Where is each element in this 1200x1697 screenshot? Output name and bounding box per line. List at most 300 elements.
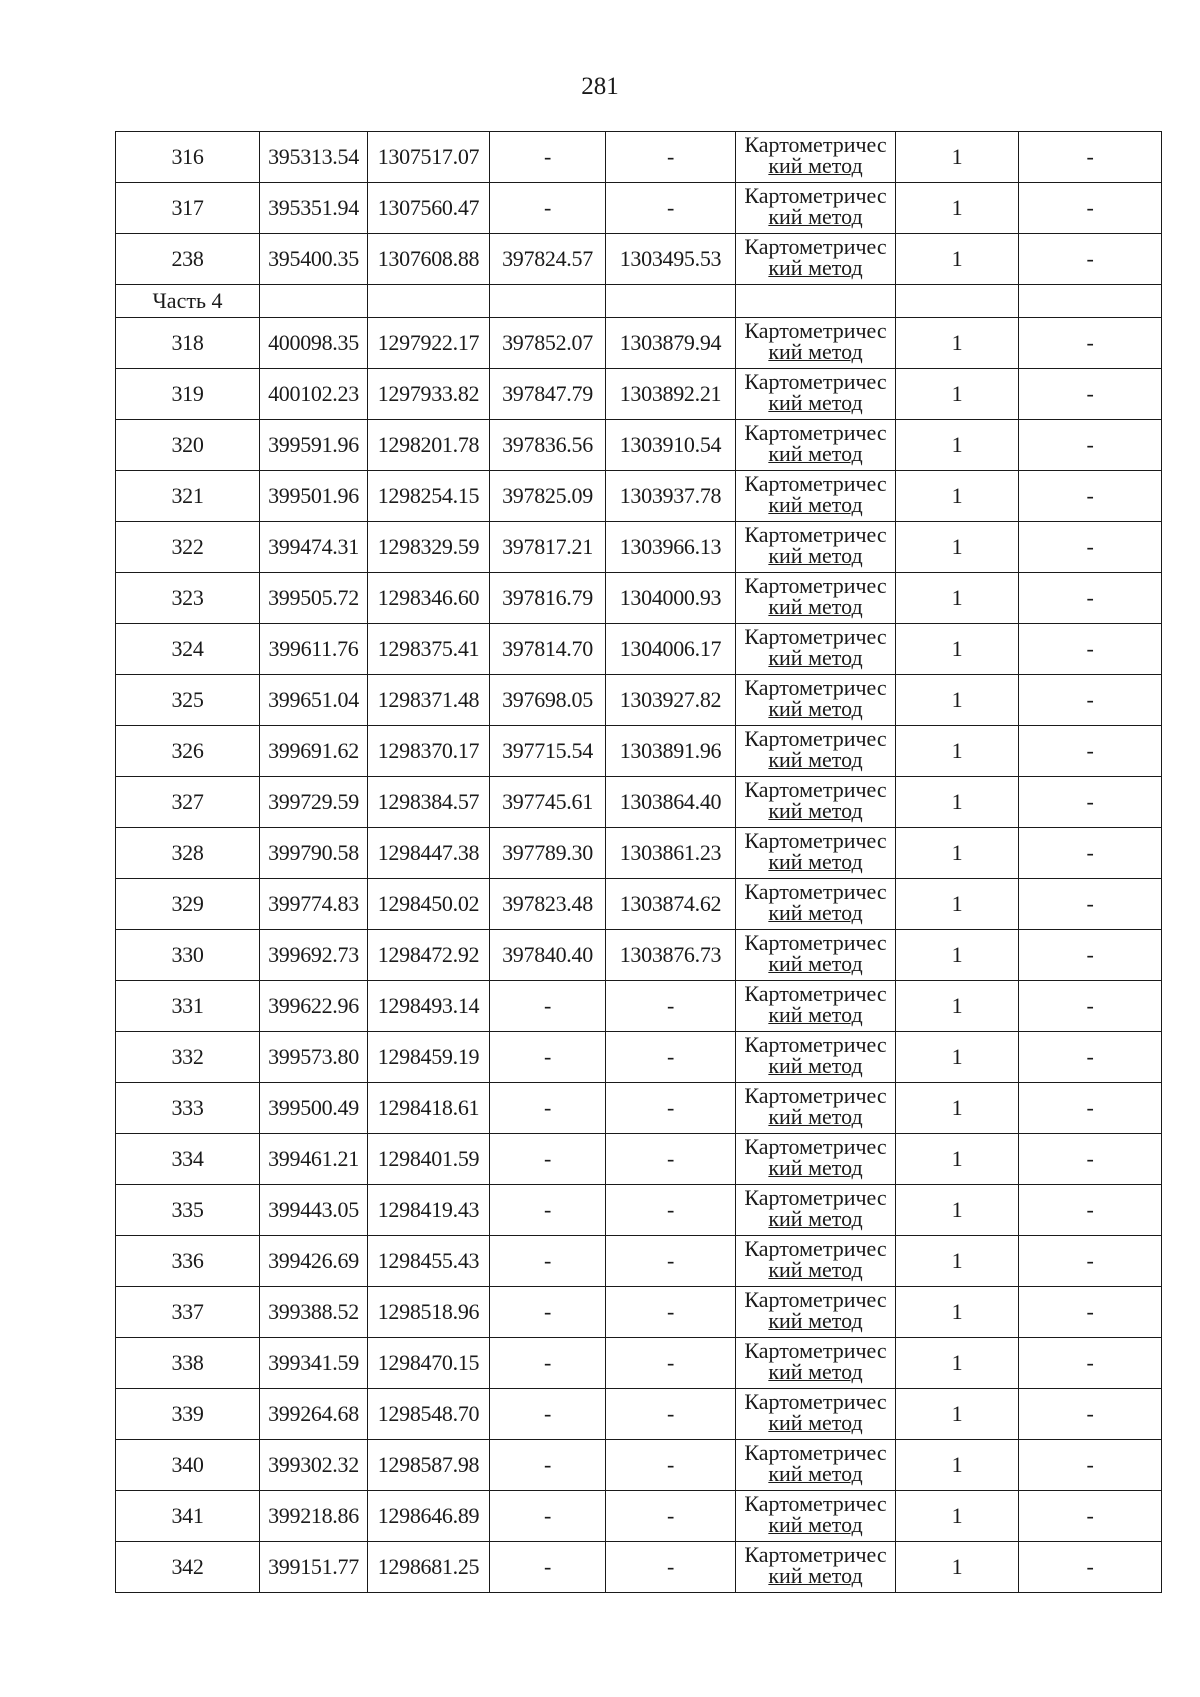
cell-y2: 1303861.23 bbox=[606, 828, 736, 879]
coordinates-table bbox=[115, 131, 1162, 1593]
method-text-line1: Картометричес bbox=[744, 1340, 887, 1363]
cell-accuracy: 1 bbox=[896, 1134, 1019, 1185]
method-text-line1: Картометричес bbox=[744, 881, 887, 904]
table-row bbox=[116, 183, 1162, 234]
cell-note: - bbox=[1019, 1491, 1162, 1542]
cell-point-id: 340 bbox=[116, 1440, 260, 1491]
method-text-line1: Картометричес bbox=[744, 1034, 887, 1057]
method-text-line2: кий метод bbox=[768, 1512, 863, 1537]
cell-note: - bbox=[1019, 522, 1162, 573]
cell-x1: 400102.23 bbox=[260, 369, 368, 420]
cell-point-id: 327 bbox=[116, 777, 260, 828]
cell-point-id: 334 bbox=[116, 1134, 260, 1185]
cell-accuracy: 1 bbox=[896, 1287, 1019, 1338]
cell-y1: 1297922.17 bbox=[368, 318, 490, 369]
cell-method bbox=[736, 981, 896, 1032]
method-text-line1: Картометричес bbox=[744, 1391, 887, 1414]
cell-x2: 397814.70 bbox=[490, 624, 606, 675]
cell-y2: 1304006.17 bbox=[606, 624, 736, 675]
cell-note: - bbox=[1019, 1542, 1162, 1593]
method-text-line1: Картометричес bbox=[744, 983, 887, 1006]
cell-x2: 397816.79 bbox=[490, 573, 606, 624]
method-text-line1: Картометричес bbox=[744, 728, 887, 751]
method-text-line2: кий метод bbox=[768, 1410, 863, 1435]
cell-method bbox=[736, 132, 896, 183]
table-row bbox=[116, 1185, 1162, 1236]
method-text-line2: кий метод bbox=[768, 696, 863, 721]
cell-note: - bbox=[1019, 1236, 1162, 1287]
method-text-line1: Картометричес bbox=[744, 1136, 887, 1159]
table-row bbox=[116, 1338, 1162, 1389]
method-text-line2: кий метод bbox=[768, 204, 863, 229]
table-row bbox=[116, 471, 1162, 522]
method-text-line2: кий метод bbox=[768, 747, 863, 772]
cell-x2: - bbox=[490, 1389, 606, 1440]
section-row bbox=[116, 285, 1162, 318]
cell-y2: - bbox=[606, 183, 736, 234]
cell-x1: 399692.73 bbox=[260, 930, 368, 981]
cell-method bbox=[736, 1083, 896, 1134]
cell-method bbox=[736, 1491, 896, 1542]
cell-accuracy: 1 bbox=[896, 420, 1019, 471]
cell-method bbox=[736, 1440, 896, 1491]
method-text-line2: кий метод bbox=[768, 849, 863, 874]
cell-accuracy: 1 bbox=[896, 522, 1019, 573]
cell-y1: 1307560.47 bbox=[368, 183, 490, 234]
cell-note: - bbox=[1019, 1440, 1162, 1491]
cell-note: - bbox=[1019, 318, 1162, 369]
table-row bbox=[116, 1389, 1162, 1440]
cell-x2: 397847.79 bbox=[490, 369, 606, 420]
cell-point-id: 333 bbox=[116, 1083, 260, 1134]
cell-point-id: 341 bbox=[116, 1491, 260, 1542]
cell-y1: 1298470.15 bbox=[368, 1338, 490, 1389]
cell-accuracy: 1 bbox=[896, 573, 1019, 624]
cell-note: - bbox=[1019, 828, 1162, 879]
cell-x2: - bbox=[490, 1338, 606, 1389]
cell-accuracy: 1 bbox=[896, 777, 1019, 828]
cell-accuracy: 1 bbox=[896, 1389, 1019, 1440]
cell-point-id: 339 bbox=[116, 1389, 260, 1440]
method-text-line1: Картометричес bbox=[744, 422, 887, 445]
cell-note: - bbox=[1019, 369, 1162, 420]
cell-x1: 399302.32 bbox=[260, 1440, 368, 1491]
cell-y2: 1303495.53 bbox=[606, 234, 736, 285]
method-text-line1: Картометричес bbox=[744, 1289, 887, 1312]
cell-y1: 1307608.88 bbox=[368, 234, 490, 285]
cell-accuracy: 1 bbox=[896, 1491, 1019, 1542]
method-text-line1: Картометричес bbox=[744, 1187, 887, 1210]
method-text-line1: Картометричес bbox=[744, 1442, 887, 1465]
cell-method bbox=[736, 318, 896, 369]
cell-y2: - bbox=[606, 1389, 736, 1440]
section-label: Часть 4 bbox=[116, 285, 260, 318]
cell-method bbox=[736, 369, 896, 420]
cell-x1: 399622.96 bbox=[260, 981, 368, 1032]
cell-y2: - bbox=[606, 1287, 736, 1338]
cell-point-id: 321 bbox=[116, 471, 260, 522]
cell-accuracy: 1 bbox=[896, 234, 1019, 285]
cell-y1: 1298450.02 bbox=[368, 879, 490, 930]
cell-y1: 1298587.98 bbox=[368, 1440, 490, 1491]
cell-note: - bbox=[1019, 624, 1162, 675]
cell-note: - bbox=[1019, 930, 1162, 981]
cell-x1: 395400.35 bbox=[260, 234, 368, 285]
table-row bbox=[116, 318, 1162, 369]
method-text-line2: кий метод bbox=[768, 1002, 863, 1027]
cell-accuracy: 1 bbox=[896, 1236, 1019, 1287]
method-text-line2: кий метод bbox=[768, 543, 863, 568]
cell-method bbox=[736, 879, 896, 930]
table-row bbox=[116, 675, 1162, 726]
cell-x1: 399341.59 bbox=[260, 1338, 368, 1389]
cell-method bbox=[736, 573, 896, 624]
cell-x1: 399443.05 bbox=[260, 1185, 368, 1236]
cell-y2: - bbox=[606, 1083, 736, 1134]
cell-y1: 1298346.60 bbox=[368, 573, 490, 624]
cell-method bbox=[736, 828, 896, 879]
cell-method bbox=[736, 234, 896, 285]
table-row bbox=[116, 828, 1162, 879]
cell-note: - bbox=[1019, 234, 1162, 285]
cell-method bbox=[736, 1338, 896, 1389]
cell-x2: - bbox=[490, 1083, 606, 1134]
cell-note: - bbox=[1019, 777, 1162, 828]
table-row bbox=[116, 879, 1162, 930]
cell-x2: - bbox=[490, 1236, 606, 1287]
cell-x2: 397824.57 bbox=[490, 234, 606, 285]
cell-y1: 1307517.07 bbox=[368, 132, 490, 183]
cell-x2: - bbox=[490, 1134, 606, 1185]
method-text-line2: кий метод bbox=[768, 594, 863, 619]
table-row bbox=[116, 777, 1162, 828]
cell-method bbox=[736, 1134, 896, 1185]
method-text-line1: Картометричес bbox=[744, 134, 887, 157]
cell-method bbox=[736, 471, 896, 522]
cell-x1: 399474.31 bbox=[260, 522, 368, 573]
cell-y2: 1303966.13 bbox=[606, 522, 736, 573]
cell-y2: 1303927.82 bbox=[606, 675, 736, 726]
cell-y2: - bbox=[606, 981, 736, 1032]
cell-x2: 397825.09 bbox=[490, 471, 606, 522]
cell-point-id: 316 bbox=[116, 132, 260, 183]
cell-point-id: 328 bbox=[116, 828, 260, 879]
table-row bbox=[116, 1083, 1162, 1134]
empty-cell bbox=[736, 285, 896, 318]
cell-x2: - bbox=[490, 1032, 606, 1083]
method-text-line1: Картометричес bbox=[744, 1493, 887, 1516]
method-text-line2: кий метод bbox=[768, 153, 863, 178]
cell-point-id: 337 bbox=[116, 1287, 260, 1338]
empty-cell bbox=[896, 285, 1019, 318]
cell-y1: 1298418.61 bbox=[368, 1083, 490, 1134]
cell-note: - bbox=[1019, 132, 1162, 183]
cell-y2: - bbox=[606, 132, 736, 183]
cell-method bbox=[736, 777, 896, 828]
cell-point-id: 323 bbox=[116, 573, 260, 624]
cell-accuracy: 1 bbox=[896, 930, 1019, 981]
cell-method bbox=[736, 522, 896, 573]
method-text-line1: Картометричес bbox=[744, 779, 887, 802]
cell-point-id: 331 bbox=[116, 981, 260, 1032]
cell-note: - bbox=[1019, 1287, 1162, 1338]
cell-x2: 397715.54 bbox=[490, 726, 606, 777]
cell-x1: 399500.49 bbox=[260, 1083, 368, 1134]
cell-y1: 1298447.38 bbox=[368, 828, 490, 879]
table-row bbox=[116, 573, 1162, 624]
cell-method bbox=[736, 1287, 896, 1338]
cell-y2: - bbox=[606, 1185, 736, 1236]
cell-y2: - bbox=[606, 1542, 736, 1593]
cell-y2: - bbox=[606, 1032, 736, 1083]
cell-accuracy: 1 bbox=[896, 1338, 1019, 1389]
cell-point-id: 238 bbox=[116, 234, 260, 285]
method-text-line1: Картометричес bbox=[744, 626, 887, 649]
cell-method bbox=[736, 420, 896, 471]
empty-cell bbox=[606, 285, 736, 318]
cell-x2: - bbox=[490, 1185, 606, 1236]
cell-y2: - bbox=[606, 1134, 736, 1185]
method-text-line1: Картометричес bbox=[744, 575, 887, 598]
cell-note: - bbox=[1019, 981, 1162, 1032]
cell-x2: - bbox=[490, 1491, 606, 1542]
cell-y1: 1297933.82 bbox=[368, 369, 490, 420]
method-text-line2: кий метод bbox=[768, 1206, 863, 1231]
cell-y2: 1303876.73 bbox=[606, 930, 736, 981]
cell-y2: 1304000.93 bbox=[606, 573, 736, 624]
cell-point-id: 332 bbox=[116, 1032, 260, 1083]
cell-accuracy: 1 bbox=[896, 879, 1019, 930]
cell-x1: 399461.21 bbox=[260, 1134, 368, 1185]
empty-cell bbox=[1019, 285, 1162, 318]
cell-x2: - bbox=[490, 183, 606, 234]
method-text-line1: Картометричес bbox=[744, 371, 887, 394]
cell-accuracy: 1 bbox=[896, 318, 1019, 369]
cell-x2: 397836.56 bbox=[490, 420, 606, 471]
cell-method bbox=[736, 1389, 896, 1440]
cell-x1: 400098.35 bbox=[260, 318, 368, 369]
cell-y1: 1298371.48 bbox=[368, 675, 490, 726]
cell-x1: 399691.62 bbox=[260, 726, 368, 777]
cell-point-id: 318 bbox=[116, 318, 260, 369]
table-row bbox=[116, 234, 1162, 285]
cell-y1: 1298329.59 bbox=[368, 522, 490, 573]
cell-method bbox=[736, 183, 896, 234]
table-row bbox=[116, 522, 1162, 573]
table-row bbox=[116, 1287, 1162, 1338]
cell-y2: 1303891.96 bbox=[606, 726, 736, 777]
cell-method bbox=[736, 930, 896, 981]
table-body bbox=[116, 132, 1162, 1593]
cell-x1: 399426.69 bbox=[260, 1236, 368, 1287]
empty-cell bbox=[368, 285, 490, 318]
cell-x2: 397745.61 bbox=[490, 777, 606, 828]
cell-y1: 1298401.59 bbox=[368, 1134, 490, 1185]
cell-y2: 1303910.54 bbox=[606, 420, 736, 471]
table-row bbox=[116, 1236, 1162, 1287]
cell-y1: 1298459.19 bbox=[368, 1032, 490, 1083]
method-text-line2: кий метод bbox=[768, 1359, 863, 1384]
cell-point-id: 338 bbox=[116, 1338, 260, 1389]
cell-y1: 1298384.57 bbox=[368, 777, 490, 828]
cell-x2: - bbox=[490, 981, 606, 1032]
method-text-line1: Картометричес bbox=[744, 932, 887, 955]
method-text-line2: кий метод bbox=[768, 1155, 863, 1180]
cell-y1: 1298472.92 bbox=[368, 930, 490, 981]
cell-y2: - bbox=[606, 1236, 736, 1287]
cell-accuracy: 1 bbox=[896, 828, 1019, 879]
cell-point-id: 319 bbox=[116, 369, 260, 420]
cell-x1: 399388.52 bbox=[260, 1287, 368, 1338]
cell-point-id: 330 bbox=[116, 930, 260, 981]
cell-method bbox=[736, 1185, 896, 1236]
cell-point-id: 335 bbox=[116, 1185, 260, 1236]
cell-note: - bbox=[1019, 879, 1162, 930]
cell-point-id: 326 bbox=[116, 726, 260, 777]
cell-x2: 397817.21 bbox=[490, 522, 606, 573]
cell-x1: 399573.80 bbox=[260, 1032, 368, 1083]
method-text-line1: Картометричес bbox=[744, 1085, 887, 1108]
cell-note: - bbox=[1019, 1389, 1162, 1440]
method-text-line1: Картометричес bbox=[744, 1238, 887, 1261]
cell-method bbox=[736, 1032, 896, 1083]
cell-accuracy: 1 bbox=[896, 1542, 1019, 1593]
method-text-line1: Картометричес bbox=[744, 473, 887, 496]
cell-point-id: 320 bbox=[116, 420, 260, 471]
method-text-line2: кий метод bbox=[768, 492, 863, 517]
method-text-line2: кий метод bbox=[768, 798, 863, 823]
table-row bbox=[116, 1440, 1162, 1491]
cell-x1: 399651.04 bbox=[260, 675, 368, 726]
cell-point-id: 336 bbox=[116, 1236, 260, 1287]
cell-note: - bbox=[1019, 675, 1162, 726]
cell-note: - bbox=[1019, 1338, 1162, 1389]
cell-y2: 1303879.94 bbox=[606, 318, 736, 369]
cell-note: - bbox=[1019, 183, 1162, 234]
method-text-line2: кий метод bbox=[768, 645, 863, 670]
cell-method bbox=[736, 675, 896, 726]
cell-y2: - bbox=[606, 1440, 736, 1491]
cell-y1: 1298548.70 bbox=[368, 1389, 490, 1440]
cell-y2: 1303937.78 bbox=[606, 471, 736, 522]
table-row bbox=[116, 1542, 1162, 1593]
empty-cell bbox=[260, 285, 368, 318]
cell-y1: 1298370.17 bbox=[368, 726, 490, 777]
table-row bbox=[116, 624, 1162, 675]
method-text-line1: Картометричес bbox=[744, 320, 887, 343]
cell-x2: 397823.48 bbox=[490, 879, 606, 930]
cell-x2: 397698.05 bbox=[490, 675, 606, 726]
cell-x1: 399501.96 bbox=[260, 471, 368, 522]
cell-accuracy: 1 bbox=[896, 1185, 1019, 1236]
table-row bbox=[116, 726, 1162, 777]
cell-y1: 1298419.43 bbox=[368, 1185, 490, 1236]
method-text-line2: кий метод bbox=[768, 1257, 863, 1282]
cell-accuracy: 1 bbox=[896, 981, 1019, 1032]
cell-accuracy: 1 bbox=[896, 1032, 1019, 1083]
cell-y1: 1298375.41 bbox=[368, 624, 490, 675]
cell-x2: - bbox=[490, 1542, 606, 1593]
method-text-line1: Картометричес bbox=[744, 524, 887, 547]
cell-accuracy: 1 bbox=[896, 1440, 1019, 1491]
page-number: 281 bbox=[581, 73, 619, 100]
cell-x1: 399611.76 bbox=[260, 624, 368, 675]
table-row bbox=[116, 1134, 1162, 1185]
cell-y2: 1303874.62 bbox=[606, 879, 736, 930]
cell-point-id: 329 bbox=[116, 879, 260, 930]
cell-method bbox=[736, 1236, 896, 1287]
cell-note: - bbox=[1019, 726, 1162, 777]
method-text-line2: кий метод bbox=[768, 1104, 863, 1129]
cell-accuracy: 1 bbox=[896, 726, 1019, 777]
method-text-line1: Картометричес bbox=[744, 1544, 887, 1567]
method-text-line2: кий метод bbox=[768, 1053, 863, 1078]
method-text-line1: Картометричес bbox=[744, 185, 887, 208]
cell-y2: 1303892.21 bbox=[606, 369, 736, 420]
cell-x1: 399151.77 bbox=[260, 1542, 368, 1593]
cell-note: - bbox=[1019, 1083, 1162, 1134]
cell-x2: 397852.07 bbox=[490, 318, 606, 369]
cell-y1: 1298201.78 bbox=[368, 420, 490, 471]
cell-accuracy: 1 bbox=[896, 183, 1019, 234]
cell-accuracy: 1 bbox=[896, 471, 1019, 522]
empty-cell bbox=[490, 285, 606, 318]
cell-x2: 397789.30 bbox=[490, 828, 606, 879]
cell-accuracy: 1 bbox=[896, 132, 1019, 183]
cell-x1: 399774.83 bbox=[260, 879, 368, 930]
cell-note: - bbox=[1019, 471, 1162, 522]
table-row bbox=[116, 369, 1162, 420]
cell-note: - bbox=[1019, 1032, 1162, 1083]
method-text-line2: кий метод bbox=[768, 339, 863, 364]
cell-method bbox=[736, 1542, 896, 1593]
cell-y1: 1298518.96 bbox=[368, 1287, 490, 1338]
cell-point-id: 322 bbox=[116, 522, 260, 573]
method-text-line2: кий метод bbox=[768, 900, 863, 925]
cell-x2: - bbox=[490, 132, 606, 183]
method-text-line2: кий метод bbox=[768, 1461, 863, 1486]
cell-y1: 1298681.25 bbox=[368, 1542, 490, 1593]
method-text-line2: кий метод bbox=[768, 1563, 863, 1588]
method-text-line1: Картометричес bbox=[744, 677, 887, 700]
cell-x1: 399505.72 bbox=[260, 573, 368, 624]
table-row bbox=[116, 930, 1162, 981]
cell-y1: 1298646.89 bbox=[368, 1491, 490, 1542]
table-row bbox=[116, 1491, 1162, 1542]
table-row bbox=[116, 420, 1162, 471]
method-text-line2: кий метод bbox=[768, 255, 863, 280]
cell-accuracy: 1 bbox=[896, 675, 1019, 726]
cell-point-id: 317 bbox=[116, 183, 260, 234]
cell-x2: 397840.40 bbox=[490, 930, 606, 981]
cell-point-id: 325 bbox=[116, 675, 260, 726]
cell-accuracy: 1 bbox=[896, 369, 1019, 420]
method-text-line1: Картометричес bbox=[744, 830, 887, 853]
cell-y1: 1298493.14 bbox=[368, 981, 490, 1032]
cell-accuracy: 1 bbox=[896, 624, 1019, 675]
cell-x1: 395313.54 bbox=[260, 132, 368, 183]
cell-x1: 399591.96 bbox=[260, 420, 368, 471]
cell-y2: - bbox=[606, 1491, 736, 1542]
table-row bbox=[116, 1032, 1162, 1083]
cell-accuracy: 1 bbox=[896, 1083, 1019, 1134]
cell-x2: - bbox=[490, 1287, 606, 1338]
cell-x1: 399264.68 bbox=[260, 1389, 368, 1440]
cell-x1: 399790.58 bbox=[260, 828, 368, 879]
method-text-line2: кий метод bbox=[768, 441, 863, 466]
cell-x1: 395351.94 bbox=[260, 183, 368, 234]
cell-x2: - bbox=[490, 1440, 606, 1491]
